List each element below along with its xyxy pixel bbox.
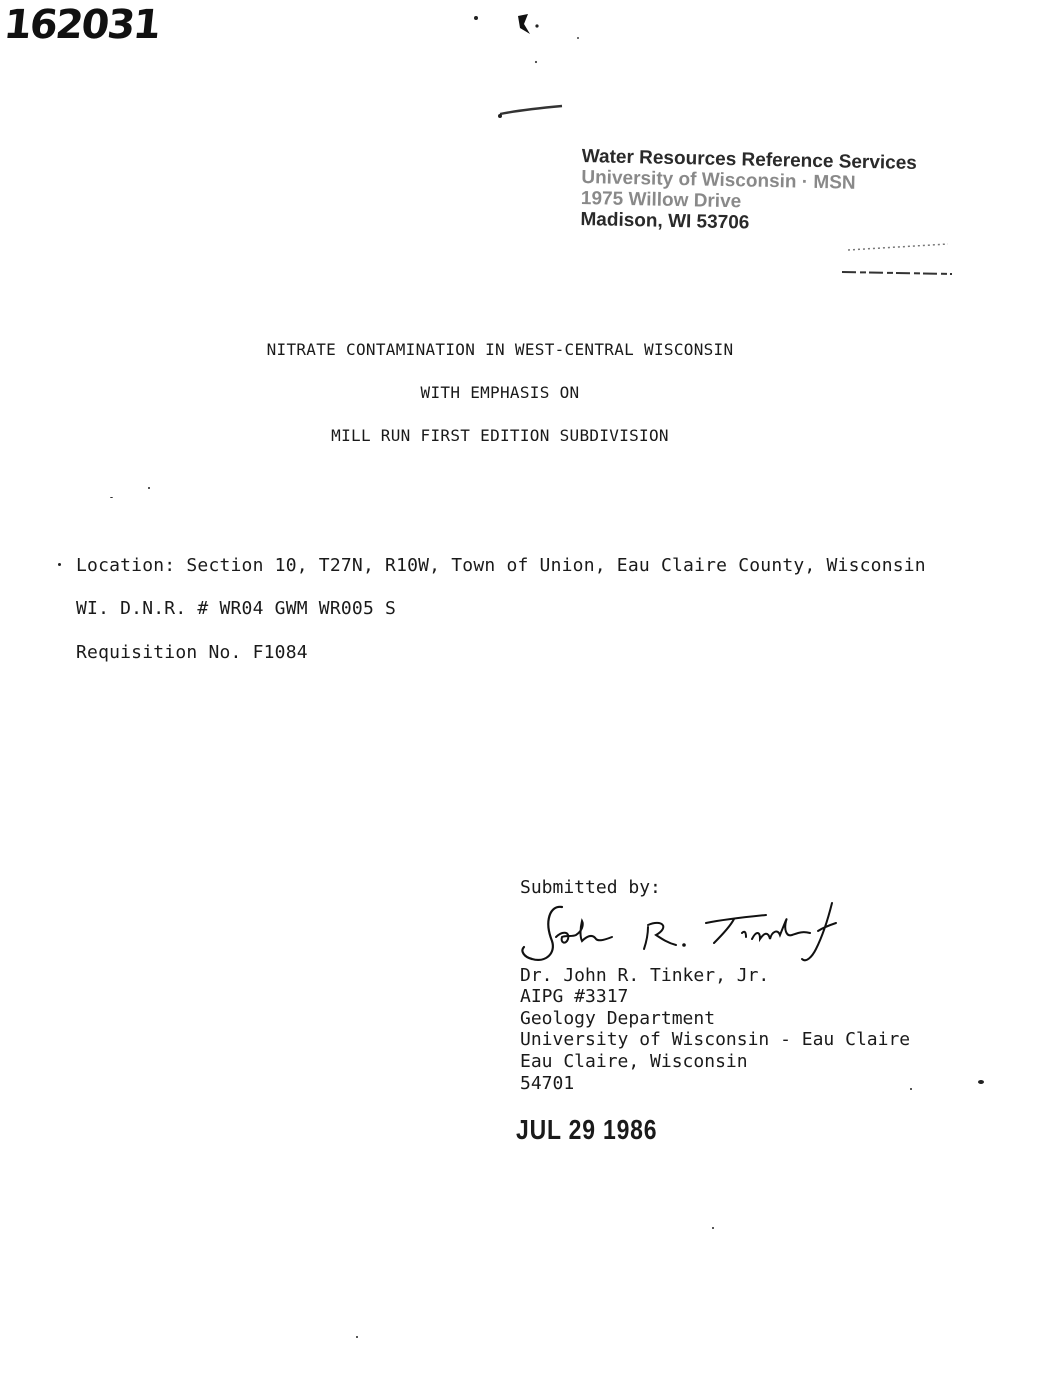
scan-speck — [148, 487, 150, 489]
zip-code: 54701 — [520, 1072, 575, 1094]
scan-speck — [910, 1088, 912, 1090]
aipg-number: AIPG #3317 — [520, 986, 629, 1008]
scan-speck — [58, 563, 61, 566]
submission-block — [520, 877, 910, 1094]
stamp-smudge — [838, 236, 958, 280]
stamp-line: Water Resources Reference Services — [581, 146, 918, 175]
city-state: Eau Claire, Wisconsin — [520, 1050, 748, 1072]
stamp-line: University of Wisconsin · MSN — [581, 166, 856, 194]
scan-speck — [356, 1336, 358, 1338]
scan-speck — [978, 1080, 984, 1084]
department: Geology Department — [520, 1007, 716, 1029]
date-stamp: JUL 29 1986 — [516, 1114, 658, 1145]
scan-marks — [470, 10, 600, 130]
dnr-number: WI. D.N.R. # WR04 GWM WR005 S — [76, 598, 397, 619]
scan-speck — [712, 1227, 714, 1229]
requisition-number: Requisition No. F1084 — [76, 642, 308, 663]
title-line-1: NITRATE CONTAMINATION IN WEST-CENTRAL WISCONSIN — [266, 340, 734, 359]
location-line: Location: Section 10, T27N, R10W, Town of Union, Eau Claire County, Wisconsin — [76, 555, 926, 576]
university: University of Wisconsin - Eau Claire — [520, 1029, 911, 1051]
stamp-line: 1975 Willow Drive — [580, 187, 742, 213]
stamp-line: Madison, WI 53706 — [580, 208, 750, 234]
title-line-2: WITH EMPHASIS ON — [420, 383, 580, 402]
submitter-name: Dr. John R. Tinker, Jr. — [520, 964, 770, 986]
title-line-3: MILL RUN FIRST EDITION SUBDIVISION — [331, 426, 669, 445]
received-stamp — [580, 146, 917, 237]
signature — [516, 901, 856, 965]
scan-speck — [110, 497, 113, 498]
archive-id: 162031 — [1, 2, 162, 48]
submitted-by-label: Submitted by: — [520, 877, 661, 898]
